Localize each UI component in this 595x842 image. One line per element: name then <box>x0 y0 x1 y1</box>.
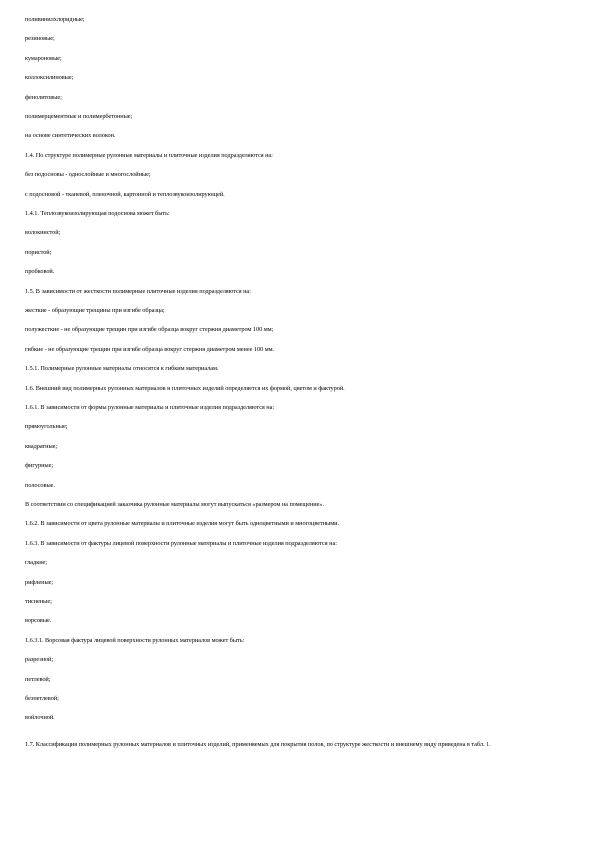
document-line: квадратные; <box>25 442 58 450</box>
document-line: на основе синтетических волокон. <box>25 132 116 140</box>
document-line: тисненые; <box>25 598 52 605</box>
document-line: безпетлевой; <box>25 695 59 702</box>
document-line: гибкие - не образующие трещин при изгибе образца вокруг стержня диаметром менее 100 мм. <box>25 345 275 353</box>
document-line: рифленые; <box>25 578 54 586</box>
document-line: полосовые. <box>25 481 55 489</box>
document-line: пористой; <box>25 248 52 256</box>
document-line: 1.4.1. Теплозвукоизолирующая подоснова может быть: <box>25 210 170 217</box>
document-line: волокнистой; <box>25 229 61 237</box>
document-line: полужесткие - не образующие трещин при изгибе образца вокруг стержня диаметром 100 мм; <box>25 326 274 334</box>
document-line: 1.4. По структуре полимерные рулонные материалы и плиточные изделия подразделяются на: <box>25 151 273 159</box>
document-line: резиновые; <box>25 35 55 43</box>
document-line: 1.6.3. В зависимости от фактуры лицевой поверхности рулонные материалы и плиточные изделия подразделяются на: <box>25 539 337 547</box>
document-line: 1.5. В зависимости от жесткости полимерные плиточные изделия подразделяются на: <box>25 287 251 295</box>
document-line: 1.6.1. В зависимости от формы рулонные материалы и плиточные изделия подразделяются на: <box>25 404 275 411</box>
document-line: пробковой. <box>25 268 55 276</box>
document-line: кумароновые; <box>25 54 62 62</box>
table-1-link[interactable]: 1 <box>486 741 490 748</box>
document-line: коллоксилиновые; <box>25 74 74 82</box>
document-line: разрезной; <box>25 656 54 664</box>
document-line: без подосновы - однослойные и многослойные; <box>25 171 151 179</box>
paragraph-1-7 <box>25 741 570 749</box>
paragraph-1-7-tail: . <box>489 741 491 748</box>
document-line: 1.5.1. Полимерные рулонные материалы относятся к гибким материалам. <box>25 365 219 373</box>
document-line: 1.6.3.1. Ворсовая фактура лицевой поверхности рулонных материалов может быть: <box>25 636 245 644</box>
document-line: фенолитовые; <box>25 93 62 101</box>
document-line: петлевой; <box>25 675 51 683</box>
document-line: фигурные; <box>25 462 54 470</box>
document-line: 1.6.2. В зависимости от цвета рулонные материалы и плиточные изделия могут быть одноцветными и многоцветными. <box>25 520 339 528</box>
paragraph-1-7-text: 1.7. Классификация полимерных рулонных материалов и плиточных изделий, применяемых для покрытия полов, по структуре жесткости и внешнему виду приведена в табл. <box>25 741 487 748</box>
document-line: В соответствии со спецификацией заказчика рулонные материалы могут выпускаться «размером на помещение». <box>25 501 324 508</box>
document-line: поливинилхлоридные; <box>25 16 85 23</box>
document-line: прямоугольные; <box>25 423 68 431</box>
document-line: 1.6. Внешний вид полимерных рулонных материалов и плиточных изделий определяется их формой, цветом и фактурой. <box>25 384 345 392</box>
document-line: гладкие; <box>25 559 47 567</box>
document-line: войлочной. <box>25 714 55 722</box>
document-line: ворсовые. <box>25 617 52 625</box>
document-line: с подосновой - тканевой, пленочной, картонной и теплозвукоизолирующей. <box>25 190 225 198</box>
document-line: жесткие - образующие трещины при изгибе образца; <box>25 307 165 314</box>
document-line: полимерцементные и полимербетонные; <box>25 113 133 120</box>
